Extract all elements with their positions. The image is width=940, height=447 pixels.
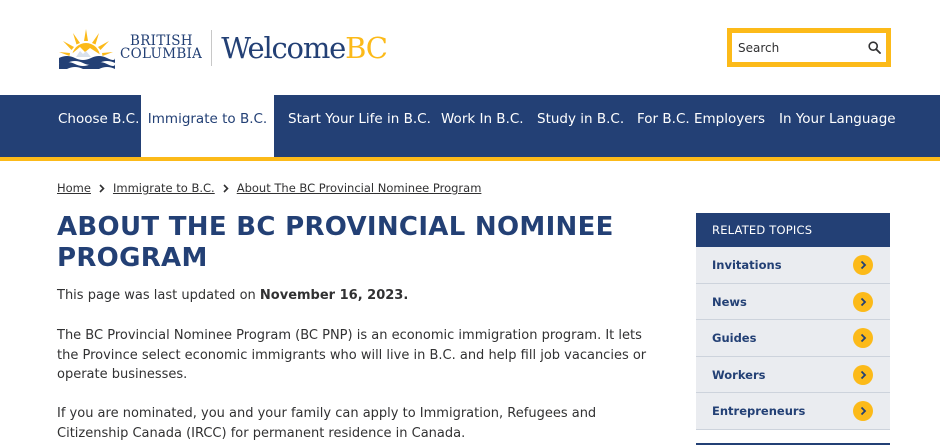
page-title: ABOUT THE BC PROVINCIAL NOMINEE PROGRAM — [57, 212, 614, 273]
related-item-guides[interactable] — [696, 320, 890, 357]
nav-accent-bar — [0, 157, 940, 161]
nomination-paragraph: If you are nominated, you and your family can apply to Immigration, Refugees and Citizenship Canada (IRCC) for permanent residence in Canada. — [57, 406, 597, 441]
last-updated-prefix: This page was last updated on — [57, 288, 260, 303]
sidebar-divider — [696, 443, 890, 445]
related-topics-heading: RELATED TOPICS — [696, 213, 890, 247]
related-item-news[interactable] — [696, 284, 890, 321]
intro-paragraph: The BC Provincial Nominee Program (BC PNP) is an economic immigration program. It lets the Province select economic immigrants who will live in B.C. and help fill job vacancies or operate businesses. — [57, 328, 647, 382]
nav-item-work-in-bc[interactable]: Work In B.C. — [441, 111, 524, 127]
chevron-right-circle-icon — [853, 255, 873, 275]
breadcrumb-immigrate[interactable]: Immigrate to B.C. — [112, 181, 215, 195]
welcome-text: Welcome — [221, 31, 346, 65]
related-item-entrepreneurs[interactable] — [696, 393, 890, 430]
chevron-right-circle-icon — [853, 292, 873, 312]
chevron-right-icon — [223, 179, 229, 197]
last-updated-date: November 16, 2023. — [259, 288, 409, 303]
bc-wordmark — [120, 35, 202, 61]
breadcrumb — [57, 179, 481, 197]
chevron-right-icon — [99, 179, 105, 197]
nav-item-for-bc-employers[interactable]: For B.C. Employers — [637, 111, 766, 127]
nav-item-start-your-life[interactable]: Start Your Life in B.C. — [288, 111, 431, 127]
bc-gov-logo — [57, 26, 202, 70]
nav-item-study-in-bc[interactable]: Study in B.C. — [537, 111, 625, 127]
main-nav — [0, 95, 940, 157]
logo-divider — [211, 30, 212, 66]
nav-item-choose-bc[interactable]: Choose B.C. — [58, 111, 140, 127]
search-box — [727, 28, 891, 67]
breadcrumb-current[interactable]: About The BC Provincial Nominee Program — [236, 181, 482, 195]
logo-link[interactable] — [57, 26, 387, 70]
welcomebc-logo — [221, 26, 386, 70]
search-icon — [868, 41, 881, 54]
related-item-label: Entrepreneurs — [712, 404, 806, 419]
nav-item-immigrate-to-bc[interactable]: Immigrate to B.C. — [141, 95, 274, 157]
logo-line-2: COLUMBIA — [120, 46, 203, 62]
related-topics — [696, 213, 890, 430]
bc-text: BC — [345, 31, 387, 65]
related-item-label: News — [712, 294, 747, 309]
nav-item-in-your-language[interactable]: In Your Language — [779, 111, 896, 127]
related-item-label: Invitations — [712, 258, 782, 272]
bc-sun-mountain-icon — [57, 27, 115, 69]
related-item-label: Workers — [712, 367, 766, 382]
chevron-right-circle-icon — [853, 328, 873, 348]
last-updated — [57, 286, 408, 306]
site-header — [0, 0, 940, 95]
related-item-label: Guides — [712, 331, 757, 346]
related-item-invitations[interactable] — [696, 247, 890, 284]
search-input[interactable] — [738, 36, 860, 60]
logo-line-1: BRITISH — [130, 33, 193, 49]
breadcrumb-home[interactable]: Home — [57, 181, 91, 195]
chevron-right-circle-icon — [853, 365, 873, 385]
search-button[interactable] — [862, 36, 886, 60]
related-item-workers[interactable] — [696, 357, 890, 394]
chevron-right-circle-icon — [853, 401, 873, 421]
